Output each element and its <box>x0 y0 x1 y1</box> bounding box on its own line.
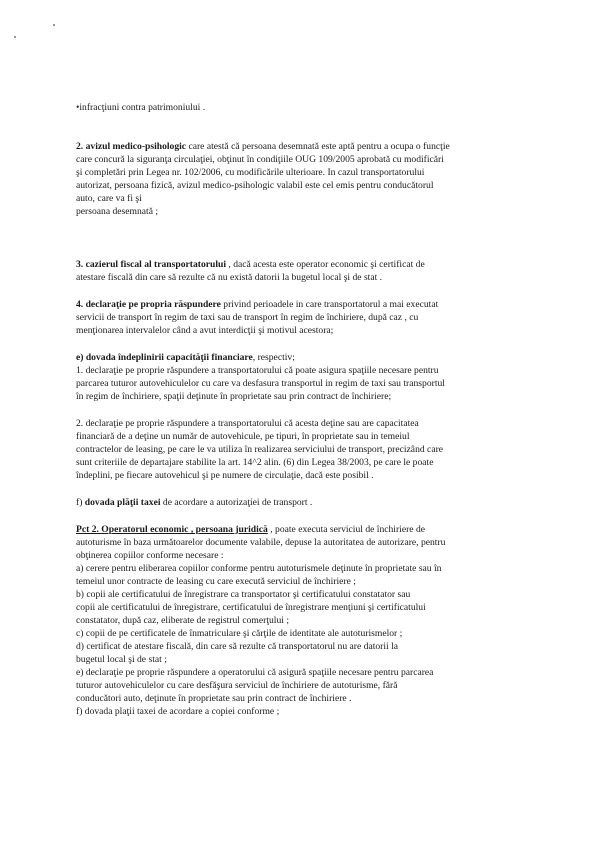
section-heading: 3. cazierul fiscal al transportatorului <box>76 259 227 270</box>
section-e: e) dovada îndeplinirii capacităţii financiare, respectiv; 1. declaraţie pe proprie răspundere a transportatorului că poate asigura spaţiile necesare pentru parcarea tuturor autovehiculelor cu care va desfasura transportul in regim de taxi sau transportul în regim de închiriere, spaţii deţinute în proprietate sau prin contract de închiriere; 2. declaraţie pe proprie răspundere a transportatorului că acesta deţine sau are capacitatea financiară de a deţine un număr de autovehicule, pe tipuri, în proprietate sau in temeiul contractelor de leasing, pe care le va utiliza în realizarea serviciului de transport, precizând care sunt criteriile de departajare stabilite la art. 14^2 alin. (6) din Legea 38/2003, pe care le poate îndeplini, pe fiecare autovehicul şi pe numere de circulaţie, dacă este posibil . <box>76 352 445 481</box>
section-f: f) dovada plăţii taxei de acordare a autorizaţiei de transport . <box>76 497 313 508</box>
scan-speck <box>53 24 55 26</box>
section-3: 3. cazierul fiscal al transportatorului , dacă acesta este operator economic şi certificat de atestare fiscală din care să rezulte că nu există datorii la bugetul local şi de stat . <box>76 259 425 283</box>
section-heading: dovada plăţii taxei <box>84 497 161 508</box>
section-heading: e) dovada îndeplinirii capacităţii financiare <box>76 352 253 363</box>
bullet-item: •infracţiuni contra patrimoniului . <box>76 102 206 113</box>
section-heading: 4. declaraţie pe propria răspundere <box>76 299 221 310</box>
section-2: 2. avizul medico-psihologic care atestă că persoana desemnată este aptă pentru a ocupa o funcţie care concură la siguranţa circulaţiei, obţinut în condiţiile OUG 109/2005 aprobată cu modificări şi completări prin Legea nr. 102/2006, cu modificările ulterioare. In cazul transportatorului autorizat, persoana fizică, avizul medico-psihologic valabil este cel emis pentru conducătorul auto, care va fi şi persoana desemnată ; <box>76 141 450 217</box>
section-heading: 2. avizul medico-psihologic <box>76 141 187 152</box>
scan-speck <box>14 36 16 38</box>
section-pct-2: Pct 2. Operatorul economic , persoana juridică , poate executa serviciul de închiriere de autoturisme în baza următoarelor documente valabile, depuse la autoritatea de autorizare, pentru obţinerea copiilor conforme necesare : a) cerere pentru eliberarea copiilor conforme pentru autoturismele deţinute în proprietate sau în temeiul unor contracte de leasing cu care execută serviciul de închiriere ; b) copii ale certificatului de înregistrare ca transportator şi certificatului constatator sau copii ale certificatului de înregistrare, certificatului de înregistrare menţiuni şi certificatului constatator, după caz, eliberate de registrul comerţului ; c) copii de pe certificatele de înmatriculare şi cărţile de identitate ale autoturismelor ; d) certificat de atestare fiscală, din care să rezulte că transportatorul nu are datorii la bugetul local şi de stat ; e) declaraţie pe proprie răspundere a operatorului că asigură spaţiile necesare pentru parcarea tuturor autovehiculelor cu care desfăşura serviciul de închiriere de autoturisme, fără conducători auto, deţinute în proprietate sau prin contract de închiriere . f) dovada plaţii taxei de acordare a copiei conforme ; <box>76 524 446 717</box>
section-heading: Pct 2. Operatorul economic , persoana juridică <box>76 524 268 535</box>
section-4: 4. declaraţie pe propria răspundere privind perioadele in care transportatorul a mai executat servicii de transport în regim de taxi sau de transport în regim de închiriere, după caz , cu menţionarea intervalelor când a avut interdicţii şi motivul acestora; <box>76 299 439 336</box>
document-body <box>76 101 546 718</box>
